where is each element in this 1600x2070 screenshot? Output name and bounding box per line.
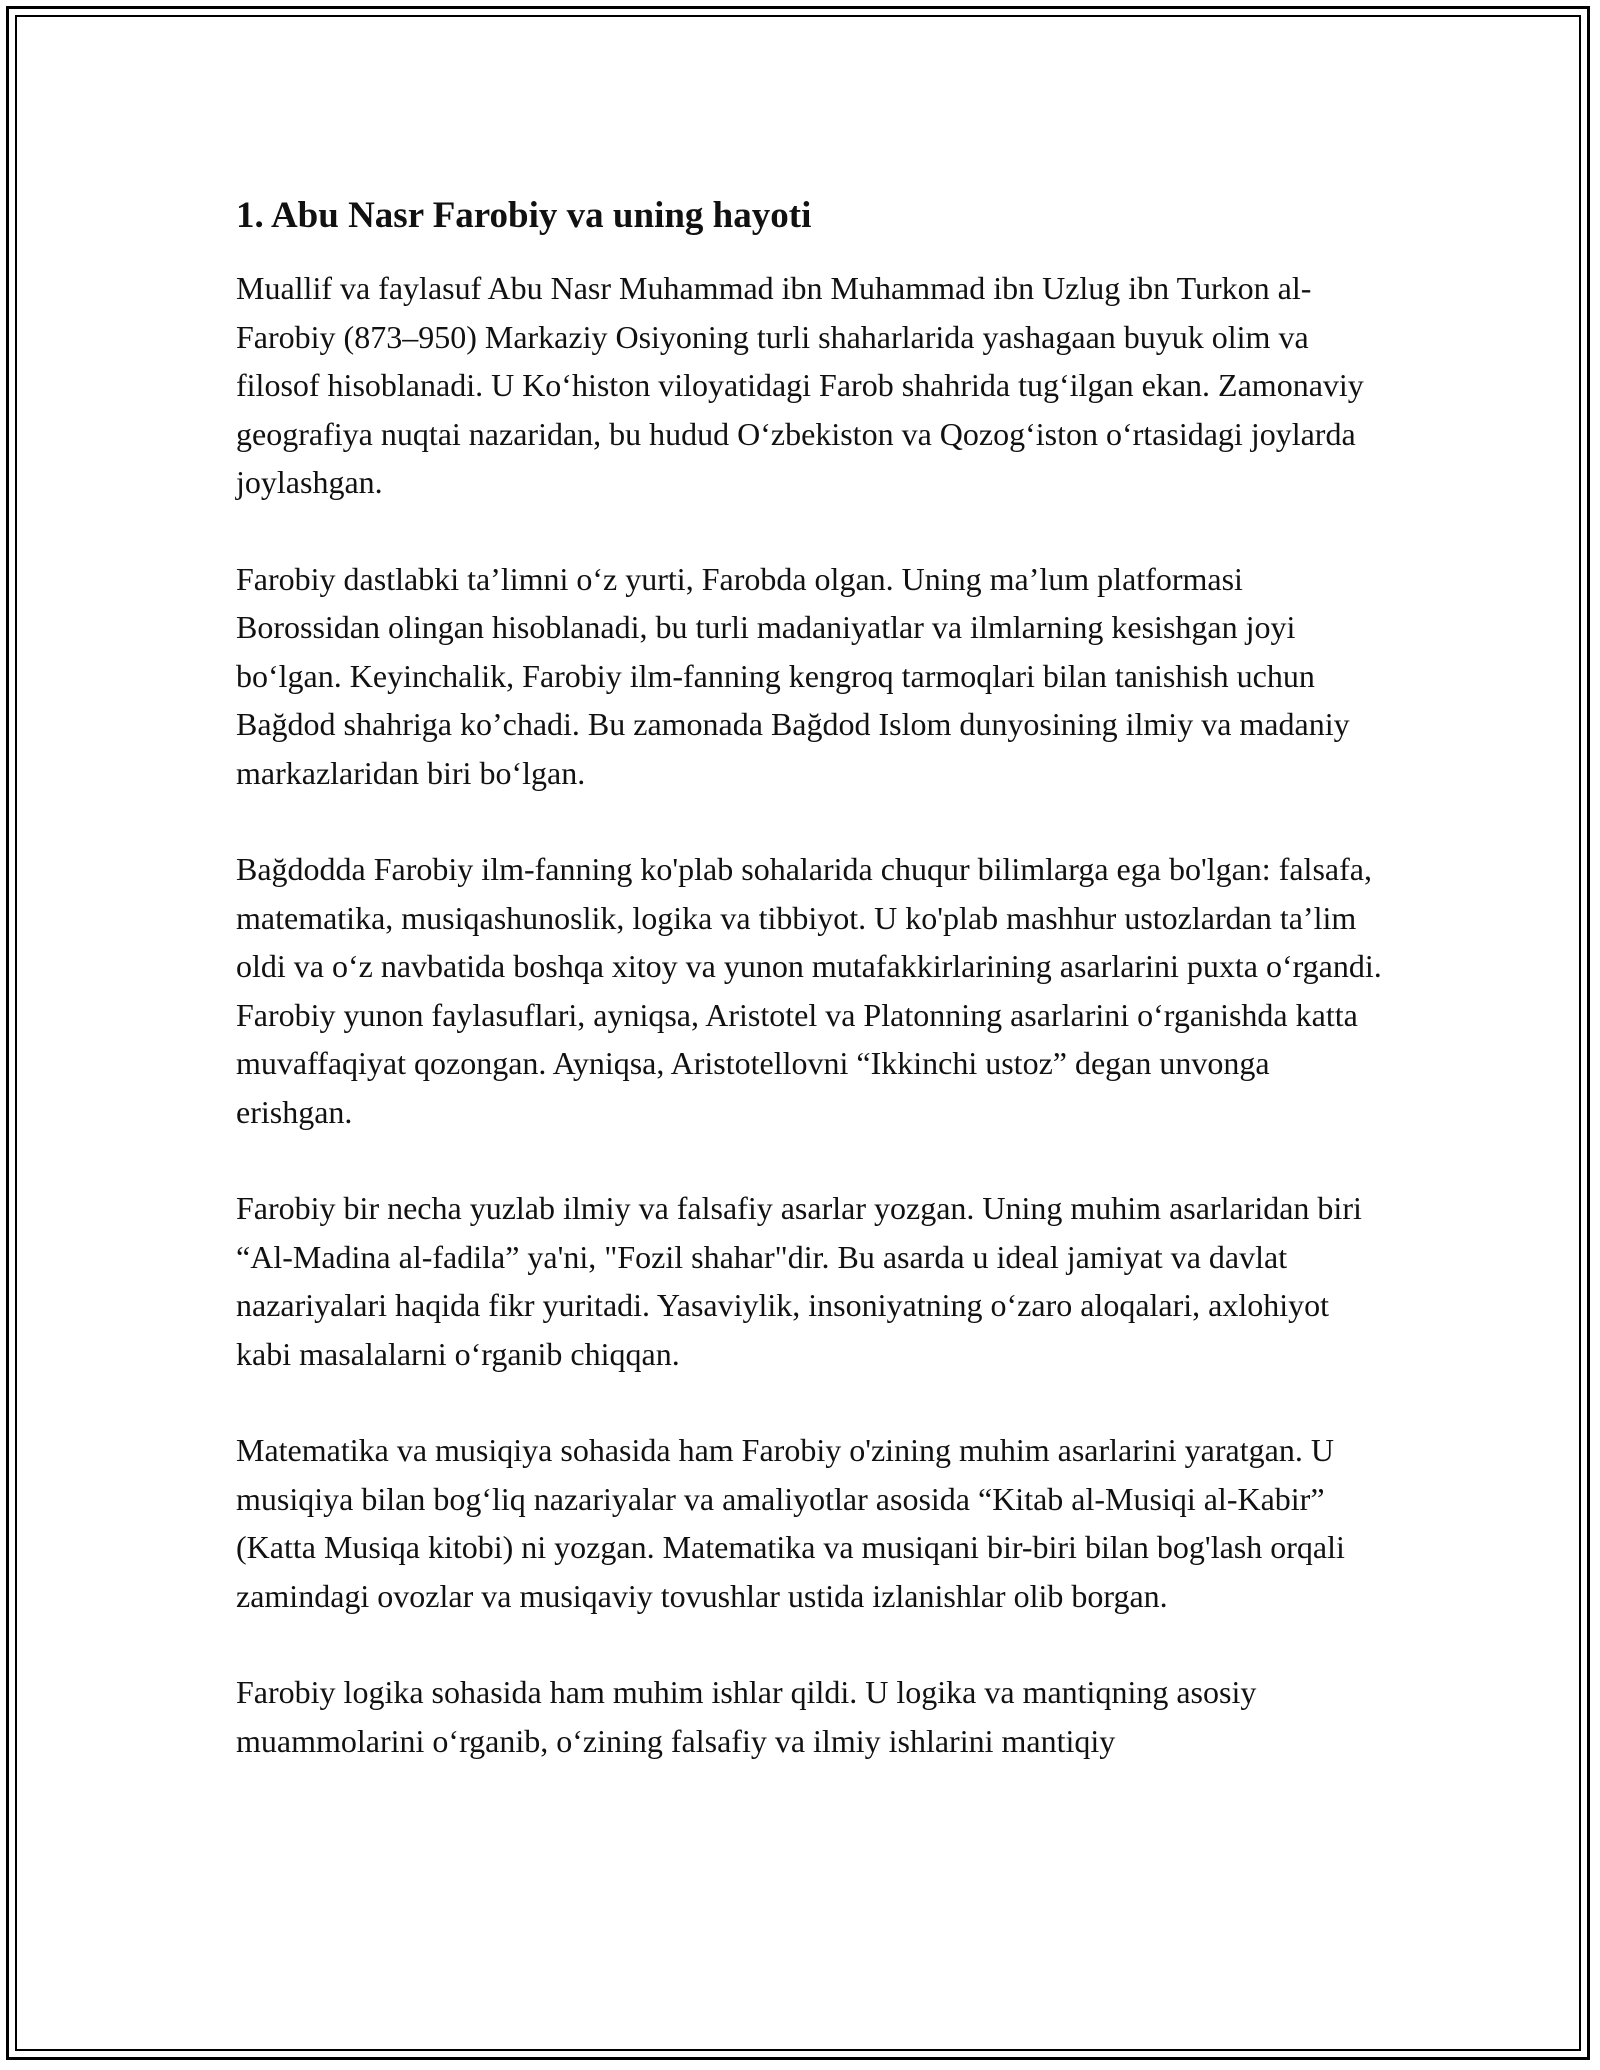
paragraph-baghdad: Bağdodda Farobiy ilm-fanning ko'plab sohalarida chuqur bilimlarga ega bo'lgan: falsafa, matematika, musiqashunoslik, logika va tibbiyot. U ko'plab mashhur ustozlardan taʼlim oldi va oʻz navbatida boshqa xitoy va yunon mutafakkirlarining asarlarini puxta oʻrgandi. Farobiy yunon faylasuflari, ayniqsa, Aristotel va Platonning asarlarini oʻrganishda katta muvaffaqiyat qozongan. Ayniqsa, Aristotellovni “Ikkinchi ustoz” degan unvonga erishgan.: [236, 851, 1382, 1130]
paragraph-education: Farobiy dastlabki taʼlimni oʻz yurti, Farobda olgan. Uning maʼlum platformasi Borossidan olingan hisoblanadi, bu turli madaniyatlar va ilmlarning kesishgan joyi boʻlgan. Keyinchalik, Farobiy ilm-fanning kengroq tarmoqlari bilan tanishish uchun Bağdod shahriga koʼchadi. Bu zamonada Bağdod Islom dunyosining ilmiy va madaniy markazlaridan biri boʻlgan.: [236, 560, 1350, 791]
paragraph-birth: Muallif va faylasuf Abu Nasr Muhammad ibn Muhammad ibn Uzlug ibn Turkon al-Farobiy (873–950) Markaziy Osiyoning turli shaharlarida yashagaan buyuk olim va filosof hisoblanadi. U Koʻhiston viloyatidagi Farob shahrida tugʻilgan ekan. Zamonaviy geografiya nuqtai nazaridan, bu hudud Oʻzbekiston va Qozogʻiston oʻrtasidagi joylarda joylashgan.: [236, 270, 1364, 500]
section-title: 1. Abu Nasr Farobiy va uning hayoti: [236, 195, 812, 236]
paragraph-logic: Farobiy logika sohasida ham muhim ishlar qildi. U logika va mantiqning asosiy muammolarini oʻrganib, oʻzining falsafiy va ilmiy ishlarini mantiqiy: [236, 1674, 1257, 1759]
paragraph-works: Farobiy bir necha yuzlab ilmiy va falsafiy asarlar yozgan. Uning muhim asarlaridan biri “Al-Madina al-fadila” ya'ni, "Fozil shahar"dir. Bu asarda u ideal jamiyat va davlat nazariyalari haqida fikr yuritadi. Yasaviylik, insoniyatning oʻzaro aloqalari, axlohiyot kabi masalalarni oʻrganib chiqqan.: [236, 1190, 1362, 1372]
paragraph-music-math: Matematika va musiqiya sohasida ham Farobiy o'zining muhim asarlarini yaratgan. U musiqiya bilan bogʻliq nazariyalar va amaliyotlar asosida “Kitab al-Musiqi al-Kabir” (Katta Musiqa kitobi) ni yozgan. Matematika va musiqani bir-biri bilan bog'lash orqali zamindagi ovozlar va musiqaviy tovushlar ustida izlanishlar olib borgan.: [236, 1432, 1345, 1614]
document-body: [236, 188, 1386, 1813]
